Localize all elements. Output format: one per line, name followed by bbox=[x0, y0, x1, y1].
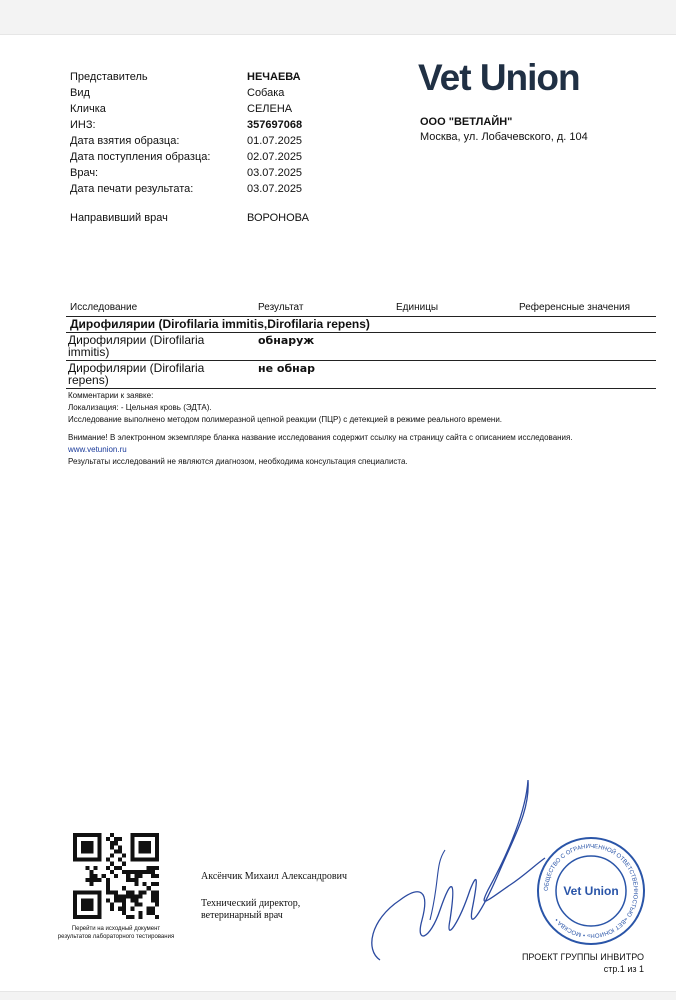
test-result: не обнар bbox=[258, 362, 316, 375]
signer-name: Аксёнчик Михаил Александрович bbox=[201, 871, 347, 882]
localization-note: Локализация: - Цельная кровь (ЭДТА). bbox=[68, 403, 212, 412]
test-group-title: Дирофилярии (Dirofilaria immitis,Dirofilaria repens) bbox=[66, 317, 656, 333]
method-note: Исследование выполнено методом полимеразной цепной реакции (ПЦР) с детекцией в режиме реального времени. bbox=[68, 415, 503, 424]
info-row bbox=[70, 117, 387, 133]
info-value: 357697068 bbox=[247, 119, 303, 131]
info-value: Собака bbox=[247, 87, 285, 99]
qr-caption: Перейти на исходный документ результатов лабораторного тестирования bbox=[57, 926, 175, 940]
referring-label: Направивший врач bbox=[70, 212, 168, 224]
info-label: ИНЗ: bbox=[70, 119, 96, 131]
notes-section bbox=[68, 390, 658, 468]
info-row bbox=[70, 101, 387, 117]
info-label: Кличка bbox=[70, 103, 106, 115]
footer bbox=[522, 951, 644, 975]
attention-note: Внимание! В электронном экземпляре бланка название исследования содержит ссылку на страницу сайта с описанием исследования. bbox=[68, 433, 573, 442]
organization-info bbox=[420, 115, 588, 145]
info-label: Вид bbox=[70, 87, 90, 99]
comment-label: Комментарии к заявке: bbox=[68, 391, 154, 400]
info-value: 03.07.2025 bbox=[247, 183, 303, 195]
info-row bbox=[70, 181, 387, 197]
document-page bbox=[0, 34, 676, 992]
vet-union-stamp bbox=[535, 835, 647, 947]
info-row bbox=[70, 149, 387, 165]
info-label: Дата поступления образца: bbox=[70, 151, 211, 163]
info-row bbox=[70, 133, 387, 149]
info-row bbox=[70, 85, 387, 101]
signer-position bbox=[201, 898, 347, 922]
info-row bbox=[70, 69, 387, 85]
info-value: СЕЛЕНА bbox=[247, 103, 293, 115]
header-reference: Референсные значения bbox=[519, 302, 631, 313]
table-header bbox=[66, 302, 656, 317]
table-row bbox=[66, 361, 656, 389]
signer-position-line: ветеринарный врач bbox=[201, 910, 283, 921]
info-label: Врач: bbox=[70, 167, 99, 179]
signer-position-line: Технический директор, bbox=[201, 898, 301, 909]
info-value: НЕЧАЕВА bbox=[247, 71, 301, 83]
info-value: 01.07.2025 bbox=[247, 135, 303, 147]
referring-value: ВОРОНОВА bbox=[247, 212, 309, 224]
table-row bbox=[66, 333, 656, 361]
header-units: Единицы bbox=[396, 302, 439, 313]
org-address: Москва, ул. Лобачевского, д. 104 bbox=[420, 131, 588, 143]
info-value: 03.07.2025 bbox=[247, 167, 303, 179]
header-result: Результат bbox=[258, 302, 304, 313]
project-label: ПРОЕКТ ГРУППЫ ИНВИТРО bbox=[521, 952, 644, 962]
svg-text:Vet Union: Vet Union bbox=[563, 884, 619, 898]
test-name: Дирофилярии (Dirofilaria repens) bbox=[68, 361, 205, 387]
page-number: стр.1 из 1 bbox=[603, 964, 644, 974]
test-result: обнаруж bbox=[258, 334, 315, 347]
info-row bbox=[70, 165, 387, 181]
header-study: Исследование bbox=[70, 302, 138, 313]
info-value: 02.07.2025 bbox=[247, 151, 303, 163]
qr-code[interactable] bbox=[73, 833, 159, 919]
disclaimer-note: Результаты исследований не являются диагнозом, необходима консультация специалиста. bbox=[68, 457, 408, 466]
org-name: ООО "ВЕТЛАЙН" bbox=[420, 116, 513, 128]
referring-doctor-row bbox=[70, 210, 387, 226]
test-name: Дирофилярии (Dirofilaria immitis) bbox=[68, 333, 205, 359]
info-label: Дата взятия образца: bbox=[70, 135, 180, 147]
info-label: Представитель bbox=[70, 71, 148, 83]
info-label: Дата печати результата: bbox=[70, 183, 194, 195]
results-table bbox=[66, 302, 656, 389]
website-link[interactable]: www.vetunion.ru bbox=[68, 445, 127, 454]
svg-text:ОБЩЕСТВО С ОГРАНИЧЕННОЙ ОТВЕТС: ОБЩЕСТВО С ОГРАНИЧЕННОЙ ОТВЕТСТВЕННОСТЬЮ «ВЕТ ЮНИОН» • МОСКВА • bbox=[543, 843, 639, 939]
signer-block bbox=[201, 871, 347, 922]
handwritten-signature bbox=[360, 770, 550, 970]
vet-union-logo: Vet Union bbox=[418, 57, 580, 98]
patient-info bbox=[70, 69, 387, 226]
